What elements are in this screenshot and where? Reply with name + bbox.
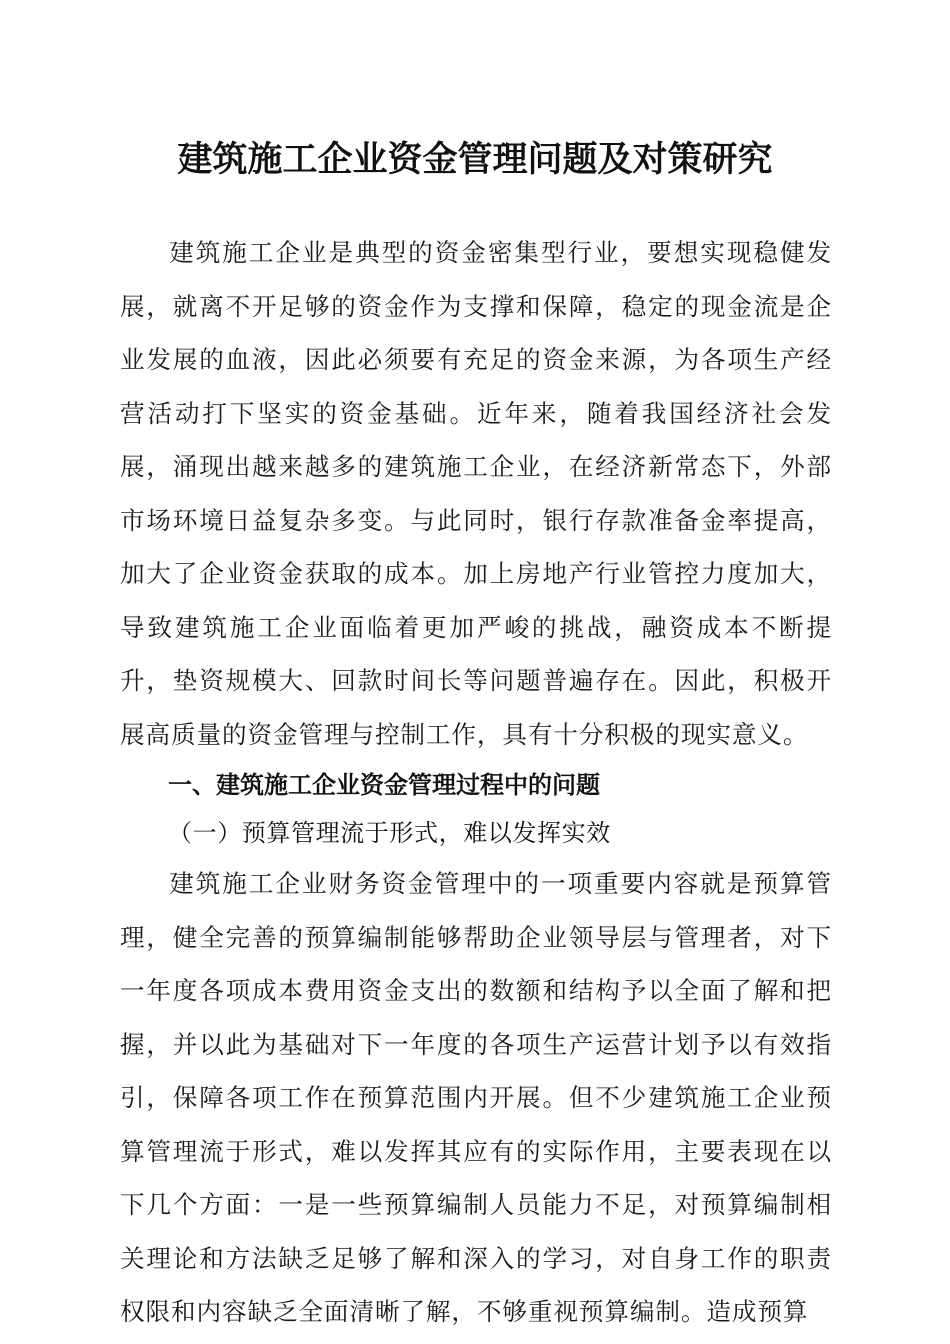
document-title: 建筑施工企业资金管理问题及对策研究 xyxy=(177,139,773,180)
subsection-1-paragraph: 建筑施工企业财务资金管理中的一项重要内容就是预算管理，健全完善的预算编制能够帮助企业领导层与管理者，对下一年度各项成本费用资金支出的数额和结构予以全面了解和把握，并以此为基础对下一年度的各项生产运营计划予以有效指引，保障各项工作在预算范围内开展。但不少建筑施工企业预算管理流于形式，难以发挥其应有的实际作用，主要表现在以下几个方面：一是一些预算编制人员能力不足，对预算编制相关理论和方法缺乏足够了解和深入的学习，对自身工作的职责权限和内容缺乏全面清晰了解，不够重视预算编制。造成预算 xyxy=(120,869,832,1326)
subsection-heading-1: （一）预算管理流于形式，难以发挥实效 xyxy=(168,819,611,847)
section-heading-1: 一、建筑施工企业资金管理过程中的问题 xyxy=(168,771,600,799)
intro-paragraph: 建筑施工企业是典型的资金密集型行业，要想实现稳健发展，就离不开足够的资金作为支撑和保障，稳定的现金流是企业发展的血液，因此必须要有充足的资金来源，为各项生产经营活动打下坚实的资金基础。近年来，随着我国经济社会发展，涌现出越来越多的建筑施工企业，在经济新常态下，外部市场环境日益复杂多变。与此同时，银行存款准备金率提高，加大了企业资金获取的成本。加上房地产行业管控力度加大，导致建筑施工企业面临着更加严峻的挑战，融资成本不断提升，垫资规模大、回款时间长等问题普遍存在。因此，积极开展高质量的资金管理与控制工作，具有十分积极的现实意义。 xyxy=(120,238,832,749)
document-body xyxy=(120,226,832,1339)
